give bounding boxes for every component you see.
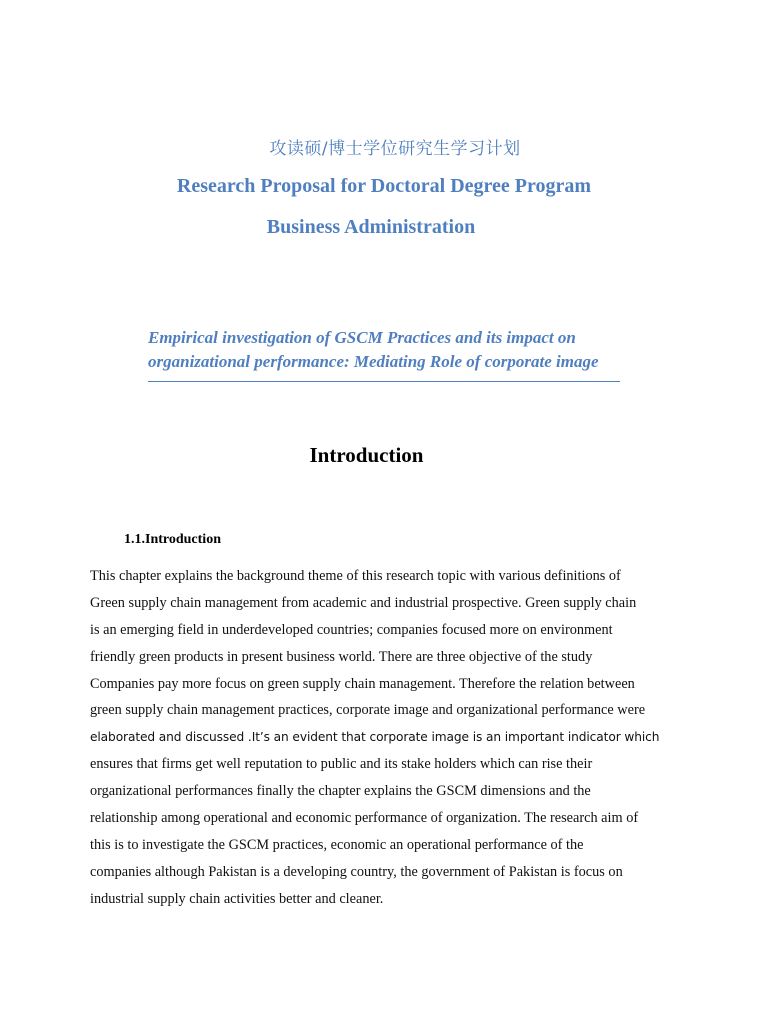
research-topic-line: Empirical investigation of GSCM Practices and its impact on [148, 328, 576, 347]
proposal-title: Research Proposal for Doctoral Degree Program [176, 175, 592, 197]
paragraph-line: Green supply chain management from academic and industrial prospective. Green supply chain [90, 594, 637, 611]
paragraph-line: elaborated and discussed .It’s an evident that corporate image is an important indicator which [90, 730, 660, 745]
paragraph-line: relationship among operational and economic performance of organization. The research aim of [90, 810, 639, 827]
chapter-heading: Introduction [309, 443, 424, 467]
paragraph-line: This chapter explains the background theme of this research topic with various definitions of [90, 568, 621, 584]
paragraph-line: companies although Pakistan is a developing country, the government of Pakistan is focus on [90, 863, 623, 880]
topic-divider [148, 381, 620, 382]
research-topic-line: organizational performance: Mediating Role of corporate image [148, 352, 599, 371]
paragraph-line: this is to investigate the GSCM practices, economic an operational performance of the [90, 836, 584, 853]
paragraph-line: Companies pay more focus on green supply chain management. Therefore the relation between [90, 675, 635, 692]
paragraph-line: green supply chain management practices, corporate image and organizational performance were [90, 702, 646, 719]
paragraph-line: organizational performances finally the chapter explains the GSCM dimensions and the [90, 783, 591, 800]
paragraph-line: industrial supply chain activities better and cleaner. [90, 890, 384, 907]
paragraph-line: is an emerging field in underdeveloped countries; companies focused more on environment [90, 621, 613, 638]
body-paragraph [90, 563, 690, 913]
program-subtitle: Business Administration [266, 216, 476, 238]
research-topic [148, 326, 628, 374]
paragraph-line: friendly green products in present business world. There are three objective of the study [90, 648, 593, 665]
paragraph-line: ensures that firms get well reputation to public and its stake holders which can rise their [90, 756, 593, 773]
chinese-title: 攻读硕/博士学位研究生学习计划 [269, 139, 521, 159]
section-heading: 1.1.Introduction [124, 532, 221, 547]
